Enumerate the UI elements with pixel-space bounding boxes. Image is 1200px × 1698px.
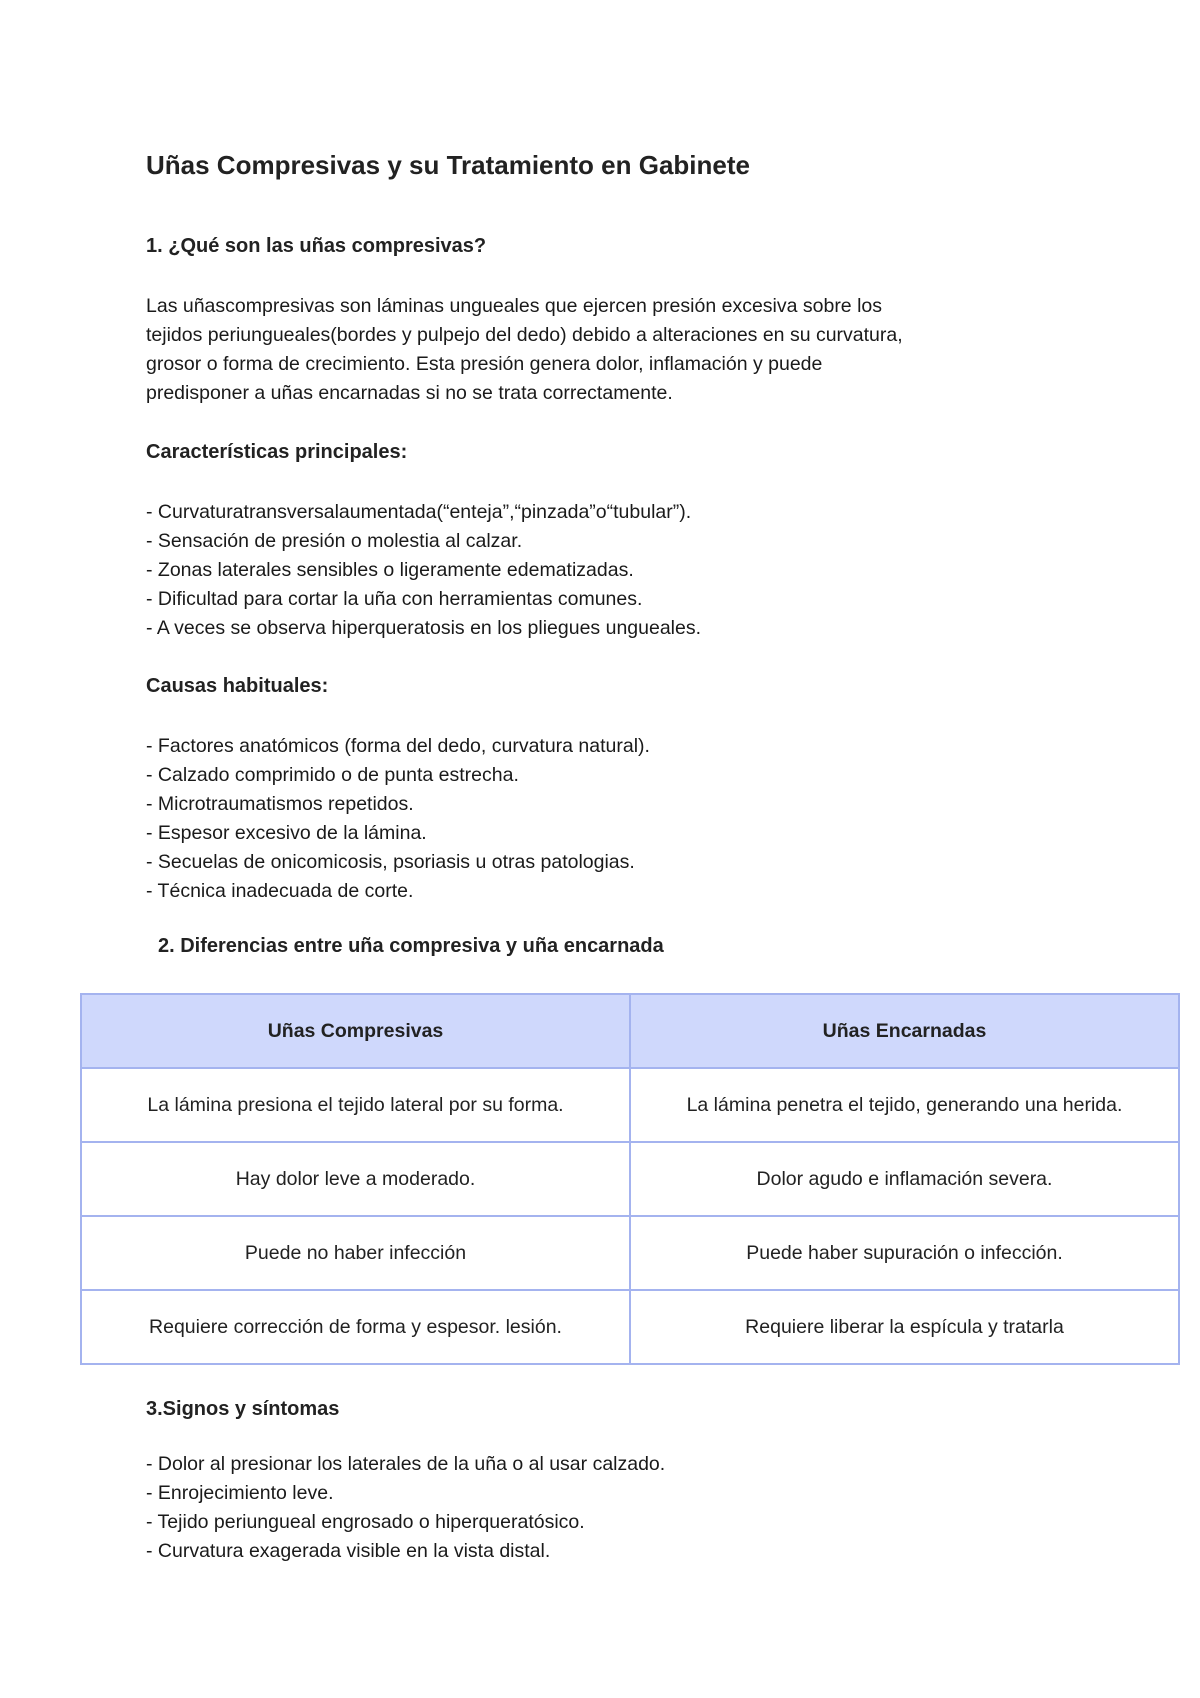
causes-heading: Causas habituales: xyxy=(146,675,329,697)
list-item: - Curvaturatransversalaumentada(“enteja”,“pinzada”o“tubular”). xyxy=(146,501,692,523)
table-cell: Dolor agudo e inflamación severa. xyxy=(630,1142,1179,1216)
list-item: - Microtraumatismos repetidos. xyxy=(146,793,414,815)
list-item: - Técnica inadecuada de corte. xyxy=(146,880,414,902)
features-heading: Características principales: xyxy=(146,441,408,463)
list-item: - Calzado comprimido o de punta estrecha. xyxy=(146,764,519,786)
section-1-heading: 1. ¿Qué son las uñas compresivas? xyxy=(146,235,487,257)
list-item: - Secuelas de onicomicosis, psoriasis u otras patologias. xyxy=(146,851,635,873)
list-item: - Tejido periungueal engrosado o hiperqueratósico. xyxy=(146,1511,585,1533)
table-row xyxy=(81,1290,1179,1364)
table-row xyxy=(81,1142,1179,1216)
differences-table xyxy=(80,993,1180,1365)
section-3-heading: 3.Signos y síntomas xyxy=(146,1398,340,1420)
section-2-heading: 2. Diferencias entre uña compresiva y uña encarnada xyxy=(158,935,664,957)
table-cell: Hay dolor leve a moderado. xyxy=(81,1142,630,1216)
list-item: - Sensación de presión o molestia al calzar. xyxy=(146,530,523,552)
features-list xyxy=(146,498,701,643)
table-cell: Requiere corrección de forma y espesor. lesión. xyxy=(81,1290,630,1364)
table-cell: La lámina presiona el tejido lateral por su forma. xyxy=(81,1068,630,1142)
list-item: - Enrojecimiento leve. xyxy=(146,1482,334,1504)
table-cell: Requiere liberar la espícula y tratarla xyxy=(630,1290,1179,1364)
table-cell: Puede haber supuración o infección. xyxy=(630,1216,1179,1290)
causes-list xyxy=(146,732,650,906)
paragraph-line: Las uñascompresivas son láminas ungueales que ejercen presión excesiva sobre los xyxy=(146,295,883,317)
list-item: - Espesor excesivo de la lámina. xyxy=(146,822,427,844)
list-item: - Dificultad para cortar la uña con herramientas comunes. xyxy=(146,588,643,610)
table-cell: Puede no haber infección xyxy=(81,1216,630,1290)
section-1-paragraph xyxy=(146,292,1046,408)
paragraph-line: grosor o forma de crecimiento. Esta presión genera dolor, inflamación y puede xyxy=(146,353,823,375)
list-item: - Factores anatómicos (forma del dedo, curvatura natural). xyxy=(146,735,650,757)
paragraph-line: tejidos periungueales(bordes y pulpejo del dedo) debido a alteraciones en su curvatura, xyxy=(146,324,903,346)
table-row xyxy=(81,1068,1179,1142)
list-item: - Zonas laterales sensibles o ligeramente edematizadas. xyxy=(146,559,634,581)
document-title: Uñas Compresivas y su Tratamiento en Gabinete xyxy=(146,150,750,180)
table-cell: La lámina penetra el tejido, generando una herida. xyxy=(630,1068,1179,1142)
paragraph-line: predisponer a uñas encarnadas si no se trata correctamente. xyxy=(146,382,673,404)
table-row xyxy=(81,1216,1179,1290)
column-header: Uñas Compresivas xyxy=(81,994,630,1068)
symptoms-list xyxy=(146,1450,665,1566)
list-item: - A veces se observa hiperqueratosis en los pliegues ungueales. xyxy=(146,617,702,639)
list-item: - Dolor al presionar los laterales de la uña o al usar calzado. xyxy=(146,1453,666,1475)
column-header: Uñas Encarnadas xyxy=(630,994,1179,1068)
list-item: - Curvatura exagerada visible en la vista distal. xyxy=(146,1540,551,1562)
table-header-row xyxy=(81,994,1179,1068)
